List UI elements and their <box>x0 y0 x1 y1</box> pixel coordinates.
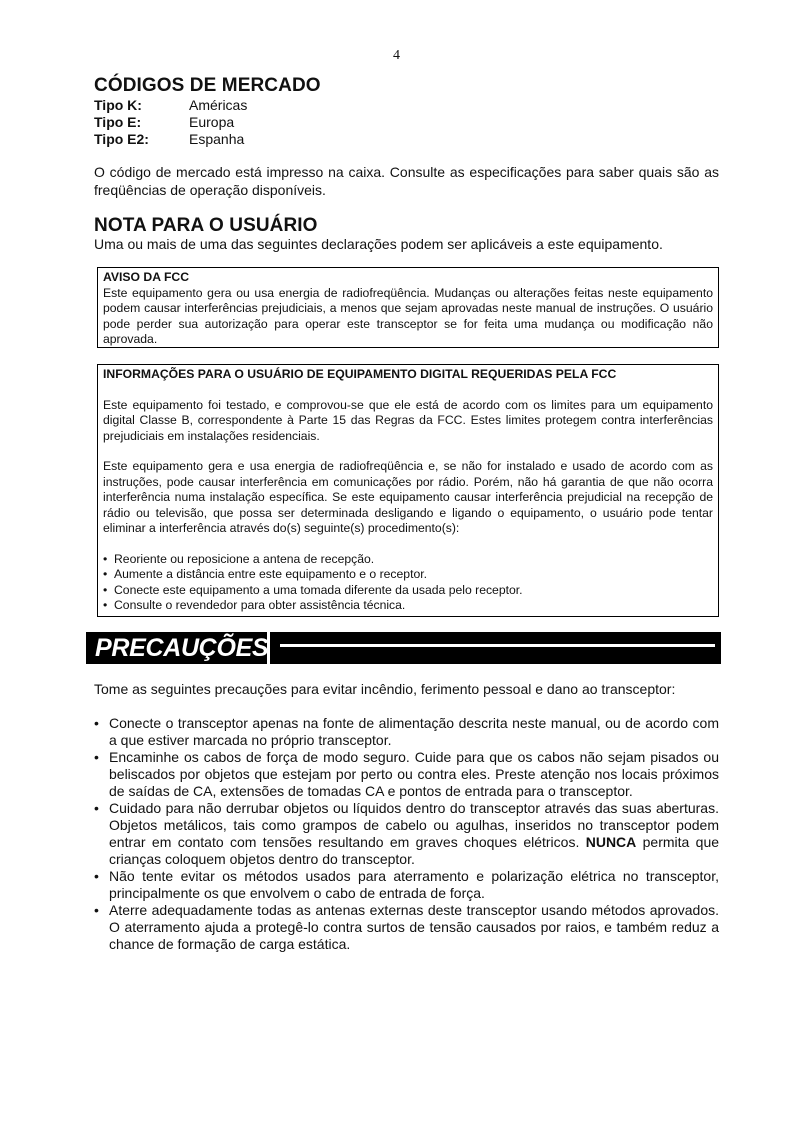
list-item: • Reoriente ou reposicione a antena de recepção. <box>103 552 713 568</box>
fcc-digital-paragraph: Este equipamento foi testado, e comprovou-se que ele está de acordo com os limites para um equipamento digital Classe B, correspondente à Parte 15 das Regras da FCC. Estes limites protegem contra interferências prejudiciais em instalações residenciais. <box>103 397 713 443</box>
fcc-notice-body: Este equipamento gera ou usa energia de radiofreqüência. Mudanças ou alterações feitas neste equipamento podem causar interferências prejudiciais, a menos que sejam aprovadas neste manual de instruções. O usuário pode perder sua autorização para operar este transceptor se for feita uma mudança ou modificação não aprovada. <box>103 285 713 346</box>
market-code-type: Tipo K: <box>94 97 142 113</box>
market-code-region: Espanha <box>189 131 245 147</box>
market-code-row <box>94 131 247 148</box>
fcc-digital-paragraph: Este equipamento gera e usa energia de radiofreqüência e, se não for instalado e usado de acordo com as instruções, pode causar interferência em comunicações por rádio. Porém, não há garantia de que não ocorra interferência numa instalação específica. Se este equipamento causar interferência prejudicial na recepção de rádio ou televisão, que possa ser determinada desligando e ligando o equipamento, o usuário pode tentar eliminar a interferência através do(s) seguinte(s) procedimento(s): <box>103 459 713 535</box>
fcc-digital-box <box>97 364 719 617</box>
page-number: 4 <box>393 48 400 63</box>
user-note-heading: NOTA PARA O USUÁRIO <box>94 215 318 236</box>
market-code-region: Américas <box>189 97 248 113</box>
precautions-title: PRECAUÇÕES <box>95 634 269 662</box>
list-item: • Conecte este equipamento a uma tomada diferente da usada pelo receptor. <box>103 583 713 599</box>
list-item: • Conecte o transceptor apenas na fonte de alimentação descrita neste manual, ou de acordo com a que estiver marcada no próprio transceptor. <box>94 715 719 749</box>
precautions-banner-block <box>86 632 267 664</box>
precautions-list <box>94 715 719 953</box>
fcc-notice-box <box>97 267 719 348</box>
list-item: • Não tente evitar os métodos usados para aterramento e polarização elétrica no transceptor, principalmente os que envolvem o cabo de entrada de força. <box>94 868 719 902</box>
precautions-banner-rule <box>270 632 721 664</box>
list-item: • Encaminhe os cabos de força de modo seguro. Cuide para que os cabos não sejam pisados ou beliscados por objetos que estejam por perto ou contra eles. Preste atenção nos locais próximos de saídas de CA, extensões de tomadas CA e pontos de entrada para o transceptor. <box>94 749 719 800</box>
precautions-banner <box>86 632 721 664</box>
fcc-notice-title: AVISO DA FCC <box>103 270 189 284</box>
market-code-type: Tipo E: <box>94 114 142 130</box>
market-code-note: O código de mercado está impresso na caixa. Consulte as especificações para saber quais são as freqüências de operação disponíveis. <box>94 164 719 198</box>
fcc-digital-title: INFORMAÇÕES PARA O USUÁRIO DE EQUIPAMENTO DIGITAL REQUERIDAS PELA FCC <box>103 367 617 381</box>
market-code-row <box>94 114 247 131</box>
list-item <box>94 800 719 868</box>
list-item: • Aumente a distância entre este equipamento e o receptor. <box>103 567 713 583</box>
market-code-region: Europa <box>189 114 235 130</box>
market-code-row <box>94 97 247 114</box>
market-code-type: Tipo E2: <box>94 131 149 147</box>
list-item: • Aterre adequadamente todas as antenas externas deste transceptor usando métodos aprovados. O aterramento ajuda a protegê-lo contra surtos de tensão causados por raios, e também reduz a chance de formação de carga estática. <box>94 902 719 953</box>
user-note-intro: Uma ou mais de uma das seguintes declarações podem ser aplicáveis a este equipamento. <box>94 236 663 252</box>
list-item: • Consulte o revendedor para obter assistência técnica. <box>103 598 713 614</box>
fcc-procedures-list <box>103 552 713 614</box>
market-codes-list <box>94 97 247 148</box>
precaution-emphasis: NUNCA <box>585 834 637 850</box>
market-codes-heading: CÓDIGOS DE MERCADO <box>94 75 321 96</box>
precautions-intro: Tome as seguintes precauções para evitar incêndio, ferimento pessoal e dano ao transceptor: <box>94 681 676 697</box>
precaution-text: permita que crianças coloquem objetos dentro do transceptor. <box>109 834 720 867</box>
precaution-text: Cuidado para não derrubar objetos ou líquidos dentro do transceptor através das suas aberturas. Objetos metálicos, tais como grampos de cabelo ou agulhas, inseridos no transceptor podem entrar em contato com tensões resultando em graves choques elétricos. <box>109 800 719 850</box>
